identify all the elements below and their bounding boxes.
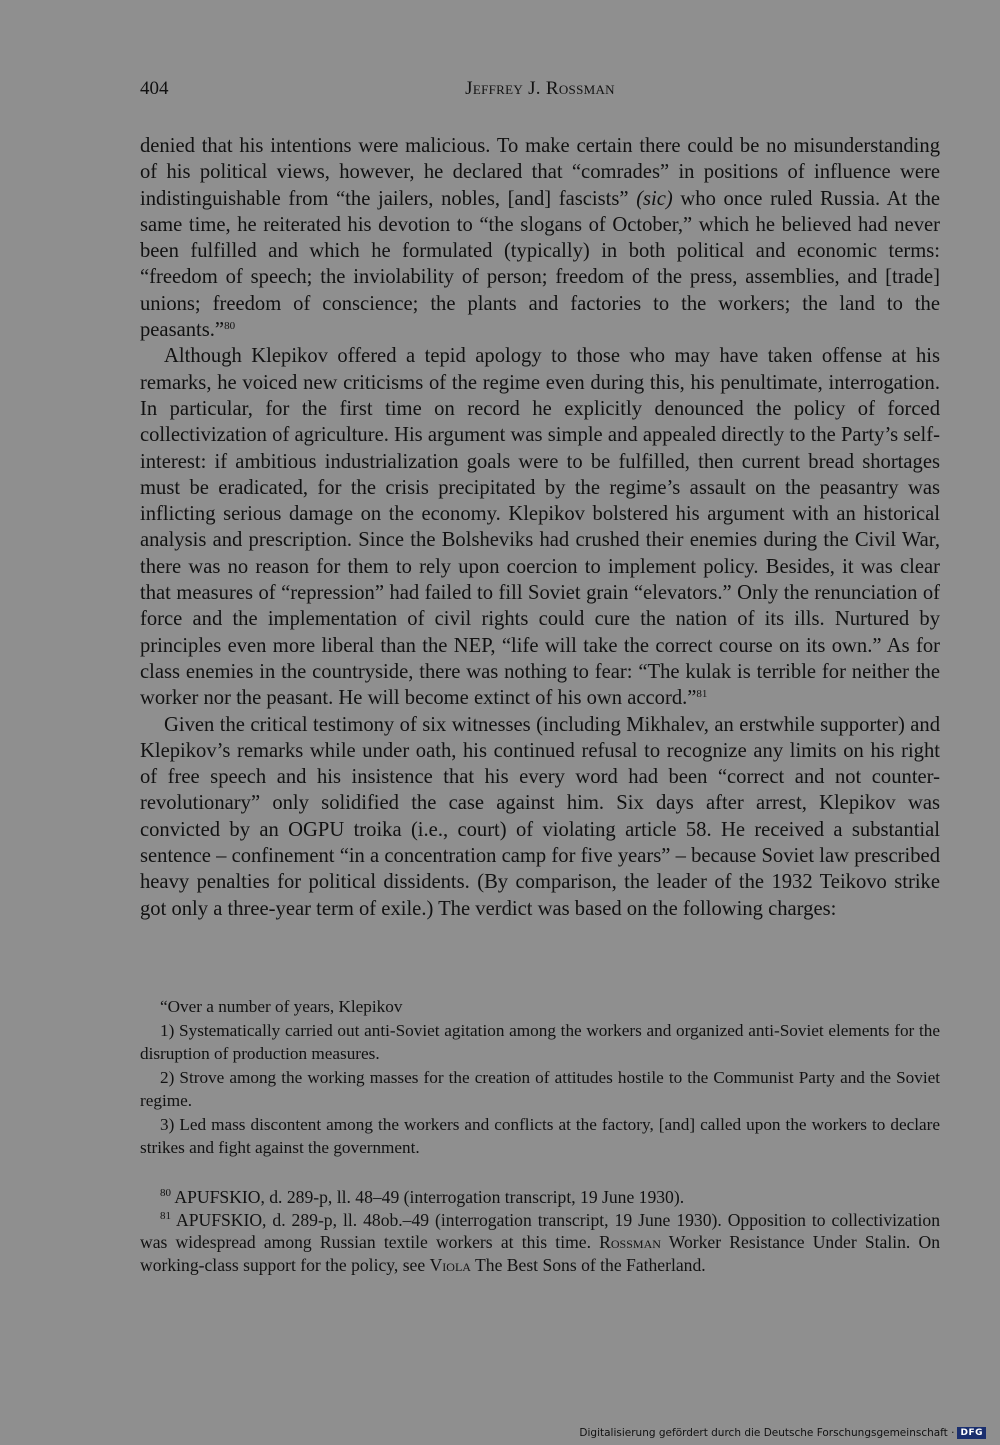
running-head: Jeffrey J. Rossman (465, 78, 615, 99)
footnote-80: $^{80}$ APUFSKIO, d. 289-p, ll. 48–49 (interrogation transcript, 19 June 1930). (160, 1187, 685, 1207)
note-ref-80: 80 (224, 320, 236, 333)
quote-item-3: 3) Led mass discontent among the workers and conflicts at the factory, [and] called upon the workers to declare strikes and fight against the government. (140, 1114, 940, 1157)
page-number: 404 (140, 78, 169, 99)
paragraph-1: denied that his intentions were malicious. To make certain there could be no misunderstanding of his political views, however, he declared that “comrades” in positions of influence were indistinguishable from “the jailers, nobles, [and] fascists” (sic) who once ruled Russia. At the same time, he reiterated his devotion to “the slogans of October,” which he believed had never been fulfilled and which he formulated (typically) in both political and economic terms: “freedom of speech; the inviolability of person; freedom of the press, assemblies, and [trade] unions; freedom of conscience; the plants and factories to the workers; the land to the peasants.”$^{80}$ (140, 135, 941, 342)
paragraph-3: Given the critical testimony of six witnesses (including Mikhalev, an erstwhile supporter) and Klepikov’s remarks while under oath, his continued refusal to recognize any limits on his right of free speech and his insistence that his every word had been “correct and not counter-revolutionary” only solidified the case against him. Six days after arrest, Klepikov was convicted by an OGPU troika (i.e., court) of violating article 58. He received a substantial sentence – confinement “in a concentration camp for five years” – because Soviet law prescribed heavy penalties for political dissidents. (By comparison, the leader of the 1932 Teikovo strike got only a three-year term of exile.) The verdict was based on the following charges: (140, 713, 940, 920)
credit-text: Digitalisierung gefördert durch die Deutsche Forschungsgemeinschaft · (579, 1427, 955, 1439)
quote-item-1: 1) Systematically carried out anti-Soviet agitation among the workers and organized anti-Soviet elements for the disruption of production measures. (140, 1020, 940, 1063)
quote-item-2: 2) Strove among the working masses for the creation of attitudes hostile to the Communist Party and the Soviet regime. (140, 1067, 940, 1110)
footnotes (140, 1186, 940, 1276)
sic-italic: (sic) (636, 187, 673, 210)
quote-intro: “Over a number of years, Klepikov (160, 997, 403, 1016)
body-text (140, 133, 940, 922)
digitization-credit (579, 1427, 986, 1439)
author-rossman: Rossman (599, 1232, 661, 1252)
footnote-81: $^{81}$ APUFSKIO, d. 289-p, ll. 48ob.–49 (interrogation transcript, 19 June 1930). Opposition to collectivization was widespread among Russian textile workers at this time. Rossman Worker Resistance Under Stalin. On working-class support for the policy, see Viola The Best Sons of the Fatherland. (140, 1209, 940, 1275)
dfg-logo-icon: DFG (957, 1427, 986, 1439)
page-header (140, 78, 940, 108)
author-viola: Viola (429, 1254, 471, 1275)
paragraph-2: Although Klepikov offered a tepid apology to those who may have taken offense at his remarks, he voiced new criticisms of the regime even during this, his penultimate, interrogation. In particular, for the first time on record he explicitly denounced the policy of forced collectivization of agriculture. His argument was simple and appealed directly to the Party’s self-interest: if ambitious industrialization goals were to be fulfilled, then current bread shortages must be eradicated, for the crisis precipitated by the regime’s assault on the peasantry was inflicting serious damage on the economy. Klepikov bolstered his argument with an historical analysis and prescription. Since the Bolsheviks had crushed their enemies during the Civil War, there was no reason for them to rely upon coercion to implement policy. Besides, it was clear that measures of “repression” had failed to fill Soviet grain “elevators.” Only the renunciation of force and the implementation of civil rights could cure the nation of its ills. Nurtured by principles even more liberal than the NEP, “life will take the correct course on its own.” As for class enemies in the countryside, there was nothing to fear: “The kulak is terrible for neither the worker nor the peasant. He will become extinct of his own accord.”$^{81}$ (140, 345, 940, 710)
block-quote (140, 995, 940, 1160)
note-ref-81: 81 (696, 688, 708, 701)
